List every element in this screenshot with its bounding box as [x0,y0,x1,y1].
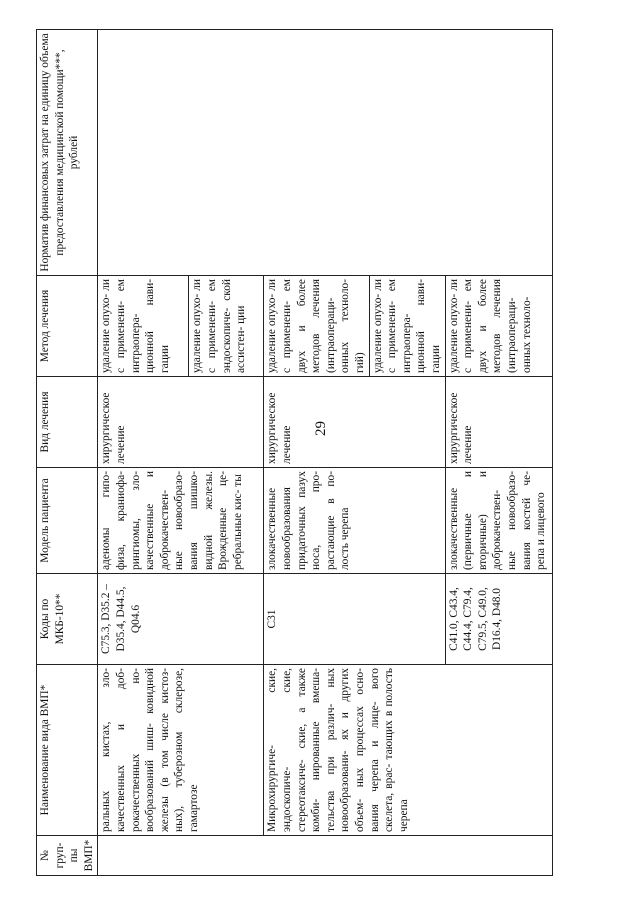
cell-icd-codes: C31 [264,574,445,665]
cell-treatment-method: удаление опухо- ли с применени- ем интраопера- ционной нави- гации [369,276,445,377]
cell-treatment-method: удаление опухо- ли с применени- ем двух и более методов лечения (интраопераци- онных техноло- [445,276,552,377]
header-vmp-name: Наименование вида ВМП* [37,665,98,836]
header-treatment-type: Вид лечения [37,377,98,468]
vmp-table [36,29,553,876]
header-treatment-method: Метод лечения [37,276,98,377]
header-row [37,30,98,876]
cell-group-number [98,836,552,876]
cell-icd-codes: C41.0, C43.4, C44.4, C79.4, C79.5, C49.0, D16.4, D48.0 [445,574,552,665]
cell-cost-norm [98,30,552,276]
header-group-number: № груп- пы ВМП* [37,836,98,876]
cell-treatment-method: удаление опухо- ли с применени- ем интраопера- ционной нави- гации [98,276,189,377]
header-patient-model: Модель пациента [37,468,98,574]
cell-patient-model: аденомы гипо- физа, краниофа- рингиомы, зло- качественные и доброкачествен- ные новообразо- вания шишко- видной железы. Врожденные це- ребральные кис- ты [98,468,264,574]
page-number-text: 29 [312,420,329,436]
cell-patient-model: злокачественные (первичные и вторичные) и доброкачествен- ные новообразо- вания костей че- репа и лицевого [445,468,552,574]
rotated-table-container [36,30,562,876]
cell-treatment-type: хирургическое лечение [264,377,445,468]
cell-treatment-method: удаление опухо- ли с применени- ем эндоскопиче- ской ассистен- ции [189,276,264,377]
cell-patient-model: злокачественные новообразования придаточных пазух носа, про- растающие в по- лость черепа [264,468,445,574]
header-icd-codes: Коды по МКБ-10** [37,574,98,665]
cell-icd-codes: C75.3, D35.2 – D35.4, D44.5, Q04.6 [98,574,264,665]
header-cost-norm: Норматив финансовых затрат на единицу объема предоставления медицинской помощи***, рублей [37,30,98,276]
cell-vmp-name: Микрохирургиче- ские, эндоскопиче- ские, стереотаксиче- ские, а также комби- нированные вмеша- тельства при различ- ных новообразовани- ях и других объем- ных процессах осно- вания черепа и лице- вого скелета, врас- тающих в полость черепа [264,665,552,836]
cell-treatment-method: удаление опухо- ли с применени- ем двух и более методов лечения (интраопераци- онных техноло- гий) [264,276,369,377]
cell-treatment-type: хирургическое лечение [445,377,552,468]
cell-vmp-name: ральных кистах, зло- качественных и доб- рокачественных но- вообразований шиш- ковидной железы (в том числе кистоз- ных), туберозном склерозе, гамартозе [98,665,264,836]
table-row [98,30,189,876]
cell-treatment-type: хирургическое лечение [98,377,264,468]
